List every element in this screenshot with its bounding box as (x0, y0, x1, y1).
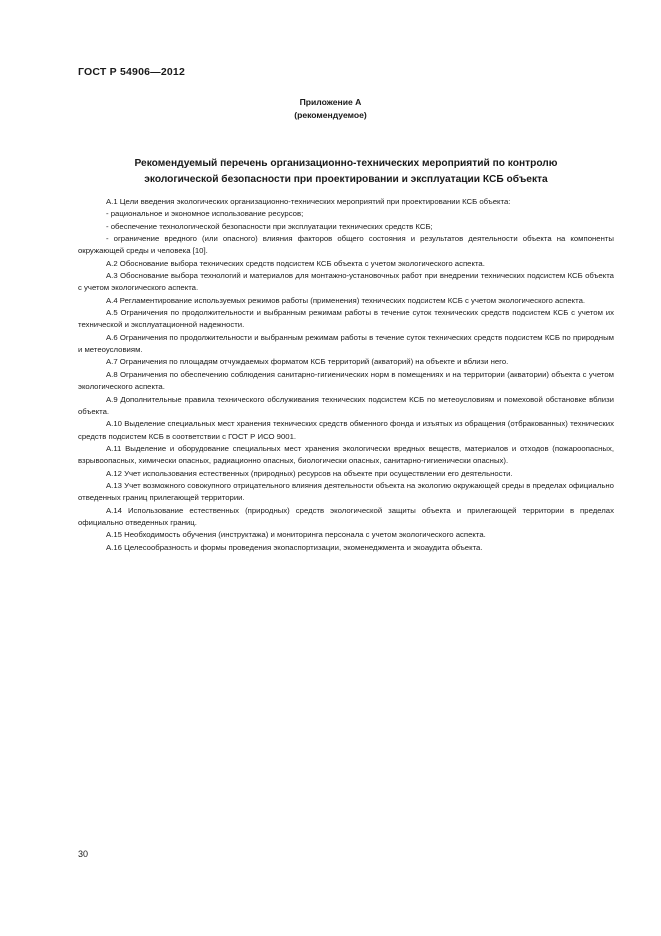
page-number: 30 (78, 849, 89, 859)
appendix-status: (рекомендуемое) (294, 110, 367, 120)
bullet-item: - рациональное и экономное использование ресурсов; (106, 209, 304, 219)
paragraph-a1: А.1 Цели введения экологических организационно-технических мероприятий при проектировании КСБ объекта: (106, 197, 511, 206)
paragraph-a5: А.5 Ограничения по продолжительности и выбранным режимам работы в течение суток технических средств подсистем КСБ с учетом их технической и эксплуатационной надежности. (78, 308, 614, 330)
paragraph-a8: А.8 Ограничения по обеспечению соблюдения санитарно-гигиенических норм в помещениях и на территории (акватории) объекта с учетом экологического аспекта. (78, 369, 614, 392)
paragraph-a13: А.13 Учет возможного совокупного отрицательного влияния деятельности объекта на экологию окружающей среды в пределах официально отведенных границ прилегающей территории. (78, 480, 614, 503)
section-title-line-2: экологической безопасности при проектировании и эксплуатации КСБ объекта (144, 173, 548, 185)
section-title-line-1: Рекомендуемый перечень организационно-технических мероприятий по контролю (134, 158, 558, 169)
appendix-heading (0, 96, 661, 122)
paragraph-a12: А.12 Учет использования естественных (природных) ресурсов на объекте при осуществлении его деятельности. (106, 468, 513, 478)
paragraph-a2: А.2 Обоснование выбора технических средств подсистем КСБ объекта с учетом экологического аспекта. (106, 258, 485, 268)
section-title (78, 156, 614, 187)
paragraph-a7: А.7 Ограничения по площадям отчуждаемых форматом КСБ территорий (акваторий) на объекте и вблизи него. (106, 357, 509, 367)
paragraph-a10: А.10 Выделение специальных мест хранения технических средств обменного фонда и изъятых из обращения (отбракованных) технических средств подсистем КСБ в соответствии с ГОСТ Р ИСО 9001. (78, 419, 614, 441)
paragraph-a6: А.6 Ограничения по продолжительности и выбранным режимам работы в течение суток технических средств подсистем КСБ по природным и метеоусловиям. (78, 332, 614, 355)
paragraph-a16: А.16 Целесообразность и формы проведения экопаспортизации, экоменеджмента и экоаудита объекта. (106, 542, 483, 552)
paragraph-a11: А.11 Выделение и оборудование специальных мест хранения экологически вредных веществ, материалов и отходов (пожароопасных, взрывоопасных, химически опасных, радиационно опасных, биологически опасных, санитарно-гигиенически опасных). (78, 443, 614, 466)
paragraph-a4: А.4 Регламентирование используемых режимов работы (применения) технических подсистем КСБ с учетом экологического аспекта. (106, 295, 586, 305)
paragraph-a15: А.15 Необходимость обучения (инструктажа) и мониторинга персонала с учетом экологического аспекта. (106, 530, 486, 540)
paragraph-a9: А.9 Дополнительные правила технического обслуживания технических подсистем КСБ по метеоусловиям и помеховой обстановке вблизи объекта. (78, 394, 614, 416)
paragraph-a14: А.14 Использование естественных (природных) средств экологической защиты объекта и прилегающей территории в пределах официально отведенных границ. (78, 505, 614, 527)
bullet-item: - ограничение вредного (или опасного) влияния факторов общего состояния и результатов деятельности объекта на компоненты окружающей среды и человека [10]. (78, 234, 614, 256)
paragraph-a3: А.3 Обоснование выбора технологий и материалов для монтажно-установочных работ при внедрении технических подсистем КСБ объекта с учетом экологического аспекта. (78, 271, 614, 293)
bullet-item: - обеспечение технологической безопасности при эксплуатации технических средств КСБ; (106, 221, 433, 231)
appendix-label: Приложение А (299, 97, 362, 107)
document-header: ГОСТ Р 54906—2012 (78, 66, 186, 78)
body-text (78, 196, 614, 554)
